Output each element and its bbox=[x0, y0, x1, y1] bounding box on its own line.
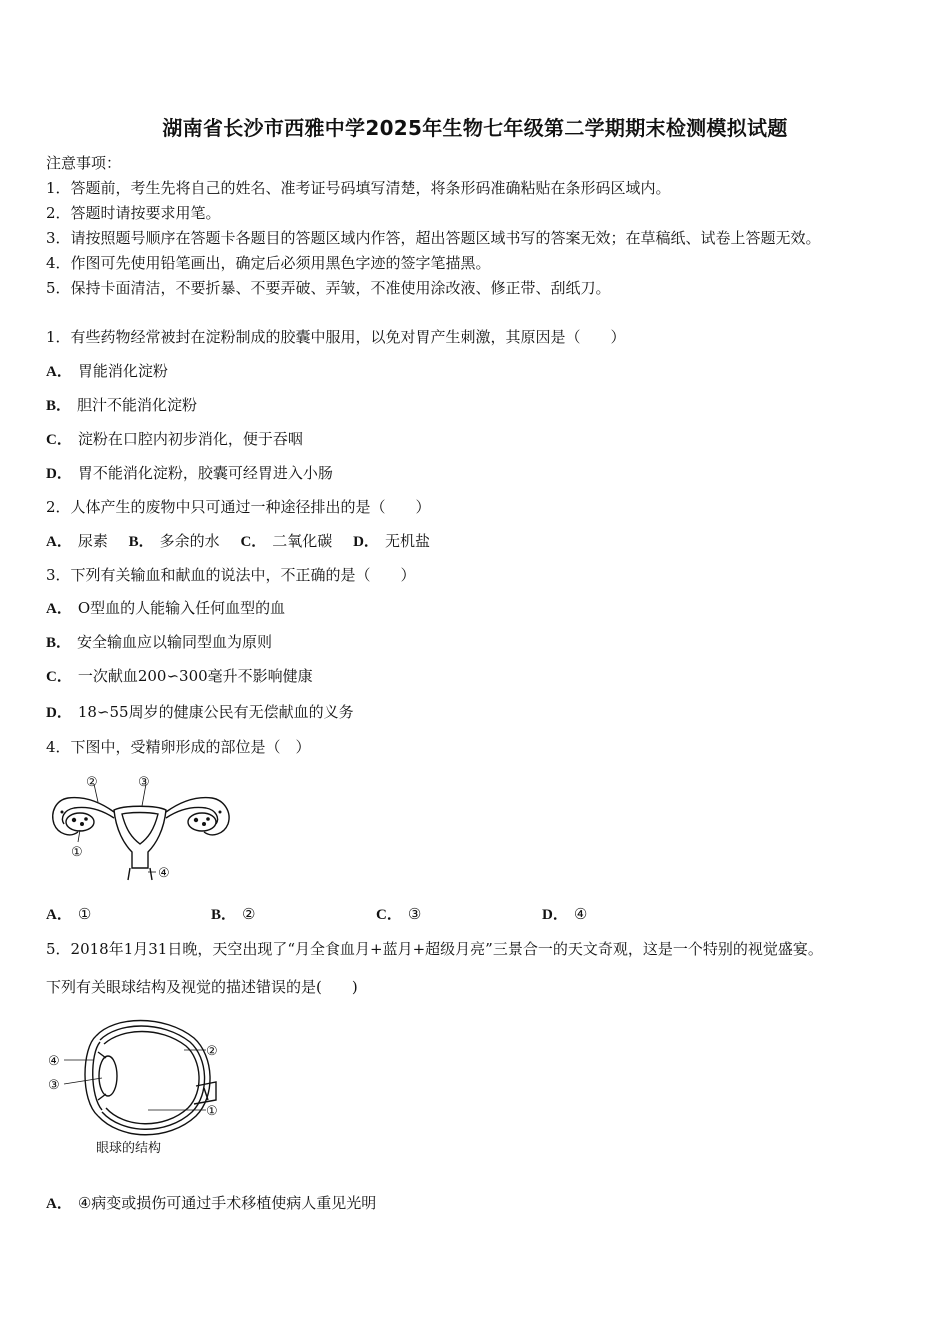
q3-option-d bbox=[46, 701, 354, 722]
option-text: ③ bbox=[407, 905, 422, 923]
option-text: 二氧化碳 bbox=[272, 532, 333, 550]
q2-option-a bbox=[46, 532, 108, 550]
q3-option-c bbox=[46, 665, 313, 686]
page-title: 湖南省长沙市西雅中学2025年生物七年级第二学期期末检测模拟试题 bbox=[162, 116, 788, 140]
q3-option-b bbox=[46, 631, 272, 652]
option-letter: B． bbox=[46, 635, 72, 651]
diagram-label-1: ① bbox=[71, 845, 83, 860]
q5-stem-line2: 下列有关眼球结构及视觉的描述错误的是( ) bbox=[46, 978, 358, 996]
q4-option-d bbox=[542, 903, 587, 924]
eye-label-2: ② bbox=[206, 1044, 218, 1059]
option-letter: C． bbox=[46, 669, 72, 685]
q1-stem: 1．有些药物经常被封在淀粉制成的胶囊中服用，以免对胃产生刺激，其原因是（ ） bbox=[46, 328, 626, 346]
q1-option-d bbox=[46, 462, 333, 483]
option-letter: D． bbox=[46, 705, 72, 721]
option-letter: B． bbox=[128, 534, 154, 550]
option-text: ① bbox=[77, 905, 92, 923]
option-text: ④病变或损伤可通过手术移植使病人重见光明 bbox=[77, 1194, 377, 1212]
q4-options-row bbox=[46, 903, 906, 925]
option-letter: A． bbox=[46, 907, 72, 923]
diagram-label-3: ③ bbox=[138, 775, 150, 790]
option-text: O型血的人能输入任何血型的血 bbox=[77, 599, 286, 617]
q2-option-d bbox=[353, 532, 430, 550]
eye-label-1: ① bbox=[206, 1104, 218, 1119]
eye-caption: 眼球的结构 bbox=[96, 1141, 162, 1156]
q4-option-b bbox=[211, 903, 255, 924]
option-letter: B． bbox=[211, 907, 237, 923]
option-letter: D． bbox=[542, 907, 568, 923]
q4-option-c bbox=[376, 903, 421, 924]
eye-label-4: ④ bbox=[48, 1054, 60, 1069]
option-text: 淀粉在口腔内初步消化，便于吞咽 bbox=[77, 430, 303, 448]
q5-option-a bbox=[46, 1192, 376, 1213]
uterus-diagram bbox=[44, 772, 240, 884]
option-letter: A． bbox=[46, 1196, 72, 1212]
q5-stem-line1: 5．2018年1月31日晚，天空出现了“月全食血月+蓝月+超级月亮”三景合一的天文奇观，这是一个特别的视觉盛宴。 bbox=[46, 940, 823, 958]
option-text: 18∽55周岁的健康公民有无偿献血的义务 bbox=[77, 703, 354, 721]
option-letter: D． bbox=[46, 466, 72, 482]
option-letter: D． bbox=[353, 534, 379, 550]
option-letter: C． bbox=[46, 432, 72, 448]
option-letter: A． bbox=[46, 364, 72, 380]
option-text: ④ bbox=[573, 905, 588, 923]
q1-option-a bbox=[46, 360, 168, 381]
diagram-label-4: ④ bbox=[158, 866, 170, 881]
option-letter: B． bbox=[46, 398, 72, 414]
q2-option-b bbox=[129, 532, 220, 550]
q2-stem: 2．人体产生的废物中只可通过一种途径排出的是（ ） bbox=[46, 498, 431, 516]
option-letter: C． bbox=[240, 534, 267, 550]
option-letter: A． bbox=[46, 534, 72, 550]
q3-stem: 3．下列有关输血和献血的说法中，不正确的是（ ） bbox=[46, 566, 416, 584]
option-text: 尿素 bbox=[77, 532, 108, 550]
q1-option-c bbox=[46, 428, 303, 449]
notice-item-2: 2．答题时请按要求用笔。 bbox=[46, 204, 221, 222]
q4-option-a bbox=[46, 903, 91, 924]
option-text: 胃能消化淀粉 bbox=[77, 362, 168, 380]
option-text: 多余的水 bbox=[159, 532, 220, 550]
notice-item-4: 4．作图可先使用铅笔画出，确定后必须用黑色字迹的签字笔描黑。 bbox=[46, 254, 491, 272]
diagram-label-2: ② bbox=[86, 775, 98, 790]
q4-stem: 4．下图中，受精卵形成的部位是（ ） bbox=[46, 738, 311, 756]
option-letter: C． bbox=[376, 907, 402, 923]
q3-option-a bbox=[46, 597, 285, 618]
notice-heading: 注意事项： bbox=[46, 154, 122, 172]
q2-option-c bbox=[240, 532, 332, 550]
q1-option-b bbox=[46, 394, 197, 415]
option-text: 安全输血应以输同型血为原则 bbox=[77, 633, 273, 651]
q2-options-row bbox=[46, 530, 446, 551]
option-letter: A． bbox=[46, 601, 72, 617]
notice-item-3: 3．请按照题号顺序在答题卡各题目的答题区域内作答，超出答题区域书写的答案无效；在草稿纸、试卷上答题无效。 bbox=[46, 229, 821, 247]
notice-item-1: 1．答题前，考生先将自己的姓名、准考证号码填写清楚，将条形码准确粘贴在条形码区域内。 bbox=[46, 179, 671, 197]
notice-item-5: 5．保持卡面清洁，不要折暴、不要弄破、弄皱，不准使用涂改液、修正带、刮纸刀。 bbox=[46, 279, 611, 297]
option-text: 胃不能消化淀粉，胶囊可经胃进入小肠 bbox=[77, 464, 333, 482]
option-text: 无机盐 bbox=[384, 532, 430, 550]
option-text: ② bbox=[242, 905, 256, 923]
eyeball-diagram bbox=[44, 1008, 234, 1164]
eye-label-3: ③ bbox=[48, 1078, 60, 1093]
option-text: 胆汁不能消化淀粉 bbox=[77, 396, 198, 414]
option-text: 一次献血200∽300毫升不影响健康 bbox=[77, 667, 313, 685]
